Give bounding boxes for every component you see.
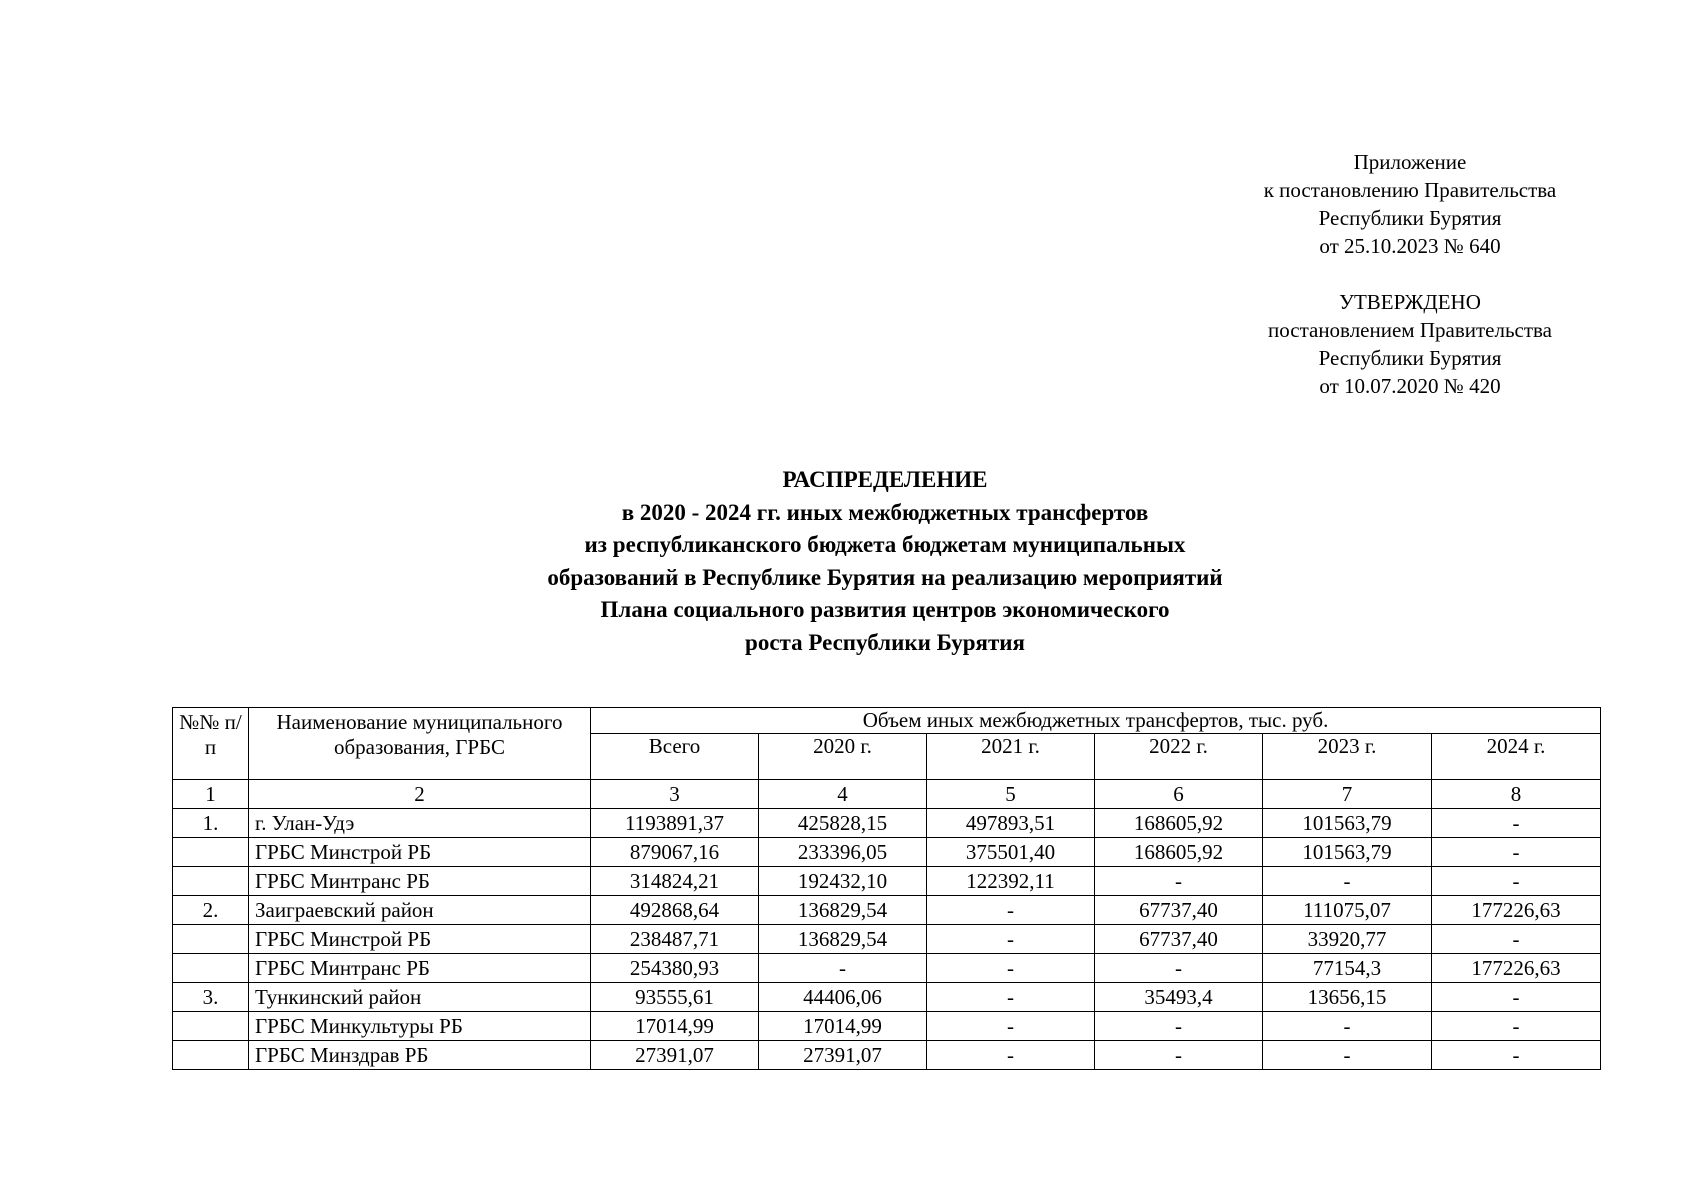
index-cell: 1 — [173, 780, 249, 809]
row-num-cell — [173, 925, 249, 954]
table-row — [173, 867, 1601, 896]
table-row — [173, 896, 1601, 925]
total-cell: 93555,61 — [591, 983, 759, 1012]
year-2020-cell: 44406,06 — [759, 983, 927, 1012]
row-name-cell: ГРБС Минтранс РБ — [249, 867, 591, 896]
row-num-cell: 1. — [173, 809, 249, 838]
row-num-cell: 2. — [173, 896, 249, 925]
year-2023-cell: 33920,77 — [1263, 925, 1432, 954]
title-line: роста Республики Бурятия — [745, 629, 1025, 655]
index-cell: 2 — [249, 780, 591, 809]
row-name-cell: г. Улан-Удэ — [249, 809, 591, 838]
year-2022-cell: - — [1095, 1012, 1263, 1041]
year-2021-cell: 375501,40 — [927, 838, 1095, 867]
index-cell: 7 — [1263, 780, 1432, 809]
table-row — [173, 983, 1601, 1012]
appendix-line: Приложение — [1353, 150, 1467, 174]
year-2020-cell: 233396,05 — [759, 838, 927, 867]
row-num-cell — [173, 838, 249, 867]
year-2024-cell: - — [1432, 1012, 1601, 1041]
table-index-row — [173, 780, 1601, 809]
approval-line: постановлением Правительства — [1267, 318, 1552, 342]
index-cell: 6 — [1095, 780, 1263, 809]
total-cell: 27391,07 — [591, 1041, 759, 1070]
header-num: №№ п/п — [173, 708, 249, 780]
table-row — [173, 838, 1601, 867]
approval-line: Республики Бурятия — [1318, 346, 1502, 370]
row-name-cell: ГРБС Минкультуры РБ — [249, 1012, 591, 1041]
title-line: в 2020 - 2024 гг. иных межбюджетных трансфертов — [621, 499, 1149, 525]
table-row — [173, 1041, 1601, 1070]
year-2024-cell: - — [1432, 809, 1601, 838]
year-2022-cell: 168605,92 — [1095, 809, 1263, 838]
title-line: образований в Республике Бурятия на реализацию мероприятий — [547, 564, 1223, 590]
total-cell: 492868,64 — [591, 896, 759, 925]
year-2020-cell: 136829,54 — [759, 896, 927, 925]
header-2021: 2021 г. — [927, 734, 1095, 780]
row-num-cell — [173, 1041, 249, 1070]
row-name-cell: ГРБС Минстрой РБ — [249, 838, 591, 867]
year-2024-cell: - — [1432, 983, 1601, 1012]
row-num-cell — [173, 954, 249, 983]
year-2020-cell: 17014,99 — [759, 1012, 927, 1041]
row-name-cell: Тункинский район — [249, 983, 591, 1012]
year-2024-cell: 177226,63 — [1432, 954, 1601, 983]
row-name-cell: ГРБС Минтранс РБ — [249, 954, 591, 983]
header-total: Всего — [591, 734, 759, 780]
year-2020-cell: 192432,10 — [759, 867, 927, 896]
appendix-line: от 25.10.2023 № 640 — [1319, 234, 1501, 258]
appendix-line: к постановлению Правительства — [1263, 178, 1557, 202]
header-2024: 2024 г. — [1432, 734, 1601, 780]
year-2021-cell: - — [927, 954, 1095, 983]
year-2023-cell: - — [1263, 1041, 1432, 1070]
appendix-line: Республики Бурятия — [1318, 206, 1502, 230]
title-line: из республиканского бюджета бюджетам муниципальных — [584, 532, 1186, 558]
index-cell: 5 — [927, 780, 1095, 809]
row-name-cell: ГРБС Минстрой РБ — [249, 925, 591, 954]
year-2021-cell: - — [927, 925, 1095, 954]
year-2022-cell: 168605,92 — [1095, 838, 1263, 867]
year-2023-cell: - — [1263, 867, 1432, 896]
table-row — [173, 954, 1601, 983]
year-2024-cell: - — [1432, 838, 1601, 867]
row-num-cell: 3. — [173, 983, 249, 1012]
year-2021-cell: - — [927, 1041, 1095, 1070]
index-cell: 4 — [759, 780, 927, 809]
year-2021-cell: 122392,11 — [927, 867, 1095, 896]
title-line: Плана социального развития центров экономического — [600, 597, 1170, 623]
header-2022: 2022 г. — [1095, 734, 1263, 780]
year-2021-cell: - — [927, 896, 1095, 925]
year-2024-cell: - — [1432, 867, 1601, 896]
header-name: Наименование муниципального образования, ГРБС — [249, 708, 591, 780]
year-2020-cell: 27391,07 — [759, 1041, 927, 1070]
year-2022-cell: - — [1095, 1041, 1263, 1070]
table-row — [173, 809, 1601, 838]
approval-line: от 10.07.2020 № 420 — [1319, 374, 1501, 398]
header-2020: 2020 г. — [759, 734, 927, 780]
year-2024-cell: 177226,63 — [1432, 896, 1601, 925]
row-name-cell: ГРБС Минздрав РБ — [249, 1041, 591, 1070]
year-2021-cell: 497893,51 — [927, 809, 1095, 838]
total-cell: 238487,71 — [591, 925, 759, 954]
header-2023: 2023 г. — [1263, 734, 1432, 780]
year-2022-cell: 35493,4 — [1095, 983, 1263, 1012]
year-2023-cell: 111075,07 — [1263, 896, 1432, 925]
year-2023-cell: 13656,15 — [1263, 983, 1432, 1012]
total-cell: 254380,93 — [591, 954, 759, 983]
year-2021-cell: - — [927, 1012, 1095, 1041]
total-cell: 879067,16 — [591, 838, 759, 867]
transfers-table — [172, 707, 1601, 1070]
approval-note — [1210, 288, 1610, 400]
table-row — [173, 925, 1601, 954]
total-cell: 314824,21 — [591, 867, 759, 896]
table-row — [173, 1012, 1601, 1041]
header-volume: Объем иных межбюджетных трансфертов, тыс. руб. — [591, 708, 1601, 734]
index-cell: 8 — [1432, 780, 1601, 809]
table-header-row — [173, 708, 1601, 734]
appendix-note — [1210, 148, 1610, 260]
title-line: РАСПРЕДЕЛЕНИЕ — [782, 467, 988, 492]
row-num-cell — [173, 867, 249, 896]
year-2020-cell: - — [759, 954, 927, 983]
row-num-cell — [173, 1012, 249, 1041]
year-2023-cell: - — [1263, 1012, 1432, 1041]
year-2023-cell: 101563,79 — [1263, 838, 1432, 867]
year-2024-cell: - — [1432, 1041, 1601, 1070]
year-2023-cell: 77154,3 — [1263, 954, 1432, 983]
year-2020-cell: 136829,54 — [759, 925, 927, 954]
document-title — [440, 464, 1330, 660]
year-2023-cell: 101563,79 — [1263, 809, 1432, 838]
index-cell: 3 — [591, 780, 759, 809]
approval-line: УТВЕРЖДЕНО — [1339, 290, 1481, 314]
year-2021-cell: - — [927, 983, 1095, 1012]
year-2022-cell: 67737,40 — [1095, 896, 1263, 925]
year-2020-cell: 425828,15 — [759, 809, 927, 838]
total-cell: 1193891,37 — [591, 809, 759, 838]
year-2024-cell: - — [1432, 925, 1601, 954]
year-2022-cell: 67737,40 — [1095, 925, 1263, 954]
year-2022-cell: - — [1095, 867, 1263, 896]
total-cell: 17014,99 — [591, 1012, 759, 1041]
row-name-cell: Заиграевский район — [249, 896, 591, 925]
year-2022-cell: - — [1095, 954, 1263, 983]
